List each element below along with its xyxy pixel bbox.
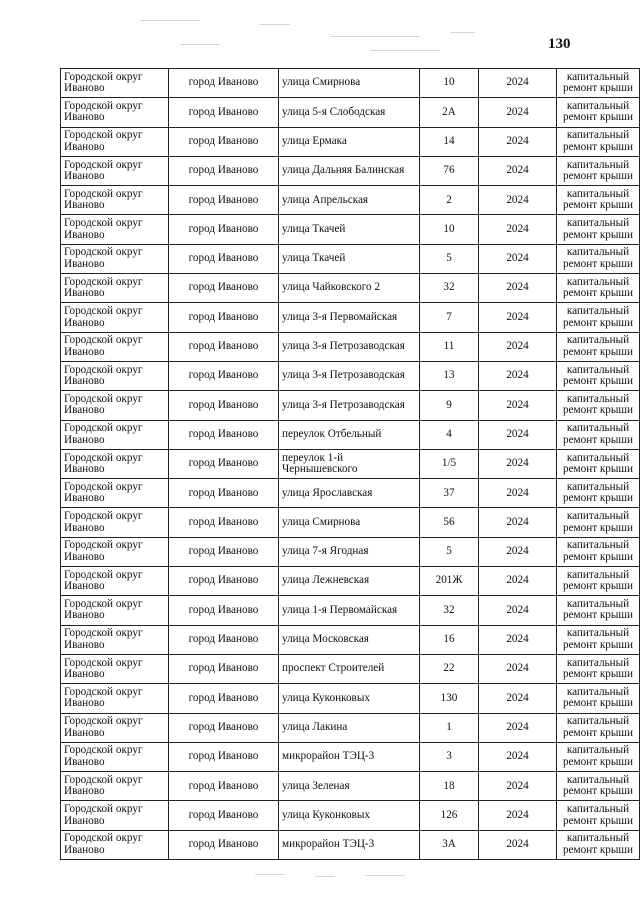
cell-city: город Иваново	[169, 830, 279, 859]
table-row	[61, 479, 640, 508]
cell-work-type: капитальный ремонт крыши	[557, 215, 640, 244]
cell-street: улица 5-я Слободская	[279, 98, 420, 127]
cell-house-number: 11	[420, 332, 479, 361]
cell-work-type: капитальный ремонт крыши	[557, 186, 640, 215]
cell-house-number: 10	[420, 69, 479, 98]
cell-house-number: 4	[420, 420, 479, 449]
cell-work-type: капитальный ремонт крыши	[557, 420, 640, 449]
cell-city: город Иваново	[169, 479, 279, 508]
cell-work-type: капитальный ремонт крыши	[557, 479, 640, 508]
table-row	[61, 420, 640, 449]
cell-house-number: 18	[420, 772, 479, 801]
cell-work-type: капитальный ремонт крыши	[557, 98, 640, 127]
cell-year: 2024	[479, 127, 557, 156]
cell-city: город Иваново	[169, 69, 279, 98]
cell-year: 2024	[479, 801, 557, 830]
cell-year: 2024	[479, 361, 557, 390]
cell-district: Городской округ Иваново	[61, 361, 169, 390]
cell-district: Городской округ Иваново	[61, 625, 169, 654]
housing-repair-table	[60, 68, 640, 860]
cell-year: 2024	[479, 156, 557, 185]
table-row	[61, 186, 640, 215]
cell-street: микрорайон ТЭЦ-3	[279, 742, 420, 771]
cell-work-type: капитальный ремонт крыши	[557, 596, 640, 625]
table-row	[61, 127, 640, 156]
cell-city: город Иваново	[169, 596, 279, 625]
cell-house-number: 5	[420, 244, 479, 273]
cell-year: 2024	[479, 332, 557, 361]
cell-house-number: 130	[420, 684, 479, 713]
cell-city: город Иваново	[169, 215, 279, 244]
cell-work-type: капитальный ремонт крыши	[557, 361, 640, 390]
cell-year: 2024	[479, 654, 557, 683]
table-row	[61, 303, 640, 332]
cell-work-type: капитальный ремонт крыши	[557, 127, 640, 156]
cell-work-type: капитальный ремонт крыши	[557, 303, 640, 332]
cell-house-number: 201Ж	[420, 567, 479, 596]
cell-year: 2024	[479, 479, 557, 508]
table-row	[61, 537, 640, 566]
cell-year: 2024	[479, 274, 557, 303]
cell-district: Городской округ Иваново	[61, 567, 169, 596]
cell-street: улица 1-я Первомайская	[279, 596, 420, 625]
cell-year: 2024	[479, 449, 557, 478]
cell-work-type: капитальный ремонт крыши	[557, 156, 640, 185]
cell-street: улица 3-я Первомайская	[279, 303, 420, 332]
cell-district: Городской округ Иваново	[61, 772, 169, 801]
cell-district: Городской округ Иваново	[61, 713, 169, 742]
cell-work-type: капитальный ремонт крыши	[557, 654, 640, 683]
cell-city: город Иваново	[169, 772, 279, 801]
cell-house-number: 1	[420, 713, 479, 742]
table-row	[61, 69, 640, 98]
cell-year: 2024	[479, 244, 557, 273]
cell-street: переулок 1-й Чернышевского	[279, 449, 420, 478]
cell-city: город Иваново	[169, 654, 279, 683]
cell-city: город Иваново	[169, 127, 279, 156]
table-row	[61, 772, 640, 801]
cell-house-number: 13	[420, 361, 479, 390]
cell-work-type: капитальный ремонт крыши	[557, 449, 640, 478]
cell-district: Городской округ Иваново	[61, 684, 169, 713]
cell-work-type: капитальный ремонт крыши	[557, 508, 640, 537]
cell-year: 2024	[479, 69, 557, 98]
cell-year: 2024	[479, 215, 557, 244]
cell-street: улица 3-я Петрозаводская	[279, 361, 420, 390]
cell-house-number: 76	[420, 156, 479, 185]
table-row	[61, 801, 640, 830]
cell-work-type: капитальный ремонт крыши	[557, 244, 640, 273]
cell-house-number: 10	[420, 215, 479, 244]
cell-city: город Иваново	[169, 625, 279, 654]
table-row	[61, 361, 640, 390]
cell-year: 2024	[479, 713, 557, 742]
cell-city: город Иваново	[169, 742, 279, 771]
cell-house-number: 32	[420, 596, 479, 625]
cell-city: город Иваново	[169, 537, 279, 566]
cell-district: Городской округ Иваново	[61, 244, 169, 273]
cell-work-type: капитальный ремонт крыши	[557, 713, 640, 742]
cell-house-number: 16	[420, 625, 479, 654]
cell-city: город Иваново	[169, 244, 279, 273]
cell-year: 2024	[479, 391, 557, 420]
cell-district: Городской округ Иваново	[61, 186, 169, 215]
cell-year: 2024	[479, 567, 557, 596]
table-row	[61, 274, 640, 303]
cell-house-number: 32	[420, 274, 479, 303]
cell-street: улица Дальняя Балинская	[279, 156, 420, 185]
cell-street: улица Ярославская	[279, 479, 420, 508]
cell-work-type: капитальный ремонт крыши	[557, 684, 640, 713]
cell-district: Городской округ Иваново	[61, 508, 169, 537]
cell-city: город Иваново	[169, 567, 279, 596]
cell-house-number: 56	[420, 508, 479, 537]
cell-street: улица Московская	[279, 625, 420, 654]
cell-year: 2024	[479, 596, 557, 625]
cell-district: Городской округ Иваново	[61, 537, 169, 566]
cell-district: Городской округ Иваново	[61, 596, 169, 625]
cell-district: Городской округ Иваново	[61, 830, 169, 859]
cell-city: город Иваново	[169, 508, 279, 537]
cell-street: улица Лежневская	[279, 567, 420, 596]
cell-street: улица Лакина	[279, 713, 420, 742]
cell-district: Городской округ Иваново	[61, 98, 169, 127]
cell-house-number: 22	[420, 654, 479, 683]
scan-noise-top	[120, 14, 520, 62]
cell-city: город Иваново	[169, 361, 279, 390]
cell-city: город Иваново	[169, 274, 279, 303]
table-row	[61, 215, 640, 244]
cell-district: Городской округ Иваново	[61, 303, 169, 332]
cell-house-number: 126	[420, 801, 479, 830]
cell-year: 2024	[479, 742, 557, 771]
table-row	[61, 713, 640, 742]
cell-district: Городской округ Иваново	[61, 420, 169, 449]
table-row	[61, 596, 640, 625]
cell-house-number: 1/5	[420, 449, 479, 478]
cell-work-type: капитальный ремонт крыши	[557, 567, 640, 596]
cell-city: город Иваново	[169, 684, 279, 713]
cell-house-number: 2	[420, 186, 479, 215]
cell-year: 2024	[479, 508, 557, 537]
cell-district: Городской округ Иваново	[61, 156, 169, 185]
table-row	[61, 244, 640, 273]
cell-year: 2024	[479, 537, 557, 566]
cell-district: Городской округ Иваново	[61, 654, 169, 683]
cell-district: Городской округ Иваново	[61, 742, 169, 771]
cell-year: 2024	[479, 186, 557, 215]
cell-street: улица Куконковых	[279, 801, 420, 830]
table-row	[61, 156, 640, 185]
cell-city: город Иваново	[169, 420, 279, 449]
table-body	[61, 69, 640, 860]
table-row	[61, 684, 640, 713]
cell-district: Городской округ Иваново	[61, 69, 169, 98]
cell-house-number: 9	[420, 391, 479, 420]
cell-work-type: капитальный ремонт крыши	[557, 537, 640, 566]
cell-work-type: капитальный ремонт крыши	[557, 332, 640, 361]
cell-district: Городской округ Иваново	[61, 215, 169, 244]
cell-district: Городской округ Иваново	[61, 801, 169, 830]
cell-work-type: капитальный ремонт крыши	[557, 801, 640, 830]
cell-street: улица Апрельская	[279, 186, 420, 215]
cell-year: 2024	[479, 684, 557, 713]
cell-city: город Иваново	[169, 303, 279, 332]
cell-street: улица Куконковых	[279, 684, 420, 713]
table-row	[61, 625, 640, 654]
cell-district: Городской округ Иваново	[61, 391, 169, 420]
cell-year: 2024	[479, 772, 557, 801]
cell-street: улица 3-я Петрозаводская	[279, 332, 420, 361]
cell-year: 2024	[479, 830, 557, 859]
cell-street: улица Смирнова	[279, 69, 420, 98]
cell-work-type: капитальный ремонт крыши	[557, 274, 640, 303]
cell-street: улица Ткачей	[279, 244, 420, 273]
cell-city: город Иваново	[169, 801, 279, 830]
page-number: 130	[548, 36, 571, 52]
cell-city: город Иваново	[169, 332, 279, 361]
cell-district: Городской округ Иваново	[61, 479, 169, 508]
table-row	[61, 332, 640, 361]
cell-district: Городской округ Иваново	[61, 332, 169, 361]
table-row	[61, 567, 640, 596]
cell-street: улица 3-я Петрозаводская	[279, 391, 420, 420]
cell-city: город Иваново	[169, 391, 279, 420]
scan-noise-bottom	[255, 872, 415, 880]
cell-street: улица Ткачей	[279, 215, 420, 244]
cell-city: город Иваново	[169, 449, 279, 478]
cell-work-type: капитальный ремонт крыши	[557, 391, 640, 420]
cell-city: город Иваново	[169, 713, 279, 742]
cell-city: город Иваново	[169, 98, 279, 127]
cell-house-number: 3	[420, 742, 479, 771]
cell-work-type: капитальный ремонт крыши	[557, 625, 640, 654]
cell-street: улица Смирнова	[279, 508, 420, 537]
table-row	[61, 742, 640, 771]
cell-street: улица Ермака	[279, 127, 420, 156]
cell-year: 2024	[479, 625, 557, 654]
cell-city: город Иваново	[169, 156, 279, 185]
cell-year: 2024	[479, 98, 557, 127]
cell-street: микрорайон ТЭЦ-3	[279, 830, 420, 859]
table-row	[61, 98, 640, 127]
cell-district: Городской округ Иваново	[61, 449, 169, 478]
cell-house-number: 7	[420, 303, 479, 332]
cell-house-number: 2А	[420, 98, 479, 127]
cell-house-number: 14	[420, 127, 479, 156]
cell-street: проспект Строителей	[279, 654, 420, 683]
cell-street: переулок Отбельный	[279, 420, 420, 449]
cell-street: улица Чайковского 2	[279, 274, 420, 303]
table-row	[61, 654, 640, 683]
cell-house-number: 3А	[420, 830, 479, 859]
cell-year: 2024	[479, 303, 557, 332]
cell-house-number: 37	[420, 479, 479, 508]
cell-district: Городской округ Иваново	[61, 127, 169, 156]
cell-year: 2024	[479, 420, 557, 449]
cell-street: улица Зеленая	[279, 772, 420, 801]
table-row	[61, 449, 640, 478]
cell-work-type: капитальный ремонт крыши	[557, 742, 640, 771]
cell-district: Городской округ Иваново	[61, 274, 169, 303]
table-row	[61, 391, 640, 420]
cell-work-type: капитальный ремонт крыши	[557, 830, 640, 859]
table-row	[61, 830, 640, 859]
cell-house-number: 5	[420, 537, 479, 566]
cell-street: улица 7-я Ягодная	[279, 537, 420, 566]
cell-city: город Иваново	[169, 186, 279, 215]
cell-work-type: капитальный ремонт крыши	[557, 69, 640, 98]
cell-work-type: капитальный ремонт крыши	[557, 772, 640, 801]
table-row	[61, 508, 640, 537]
